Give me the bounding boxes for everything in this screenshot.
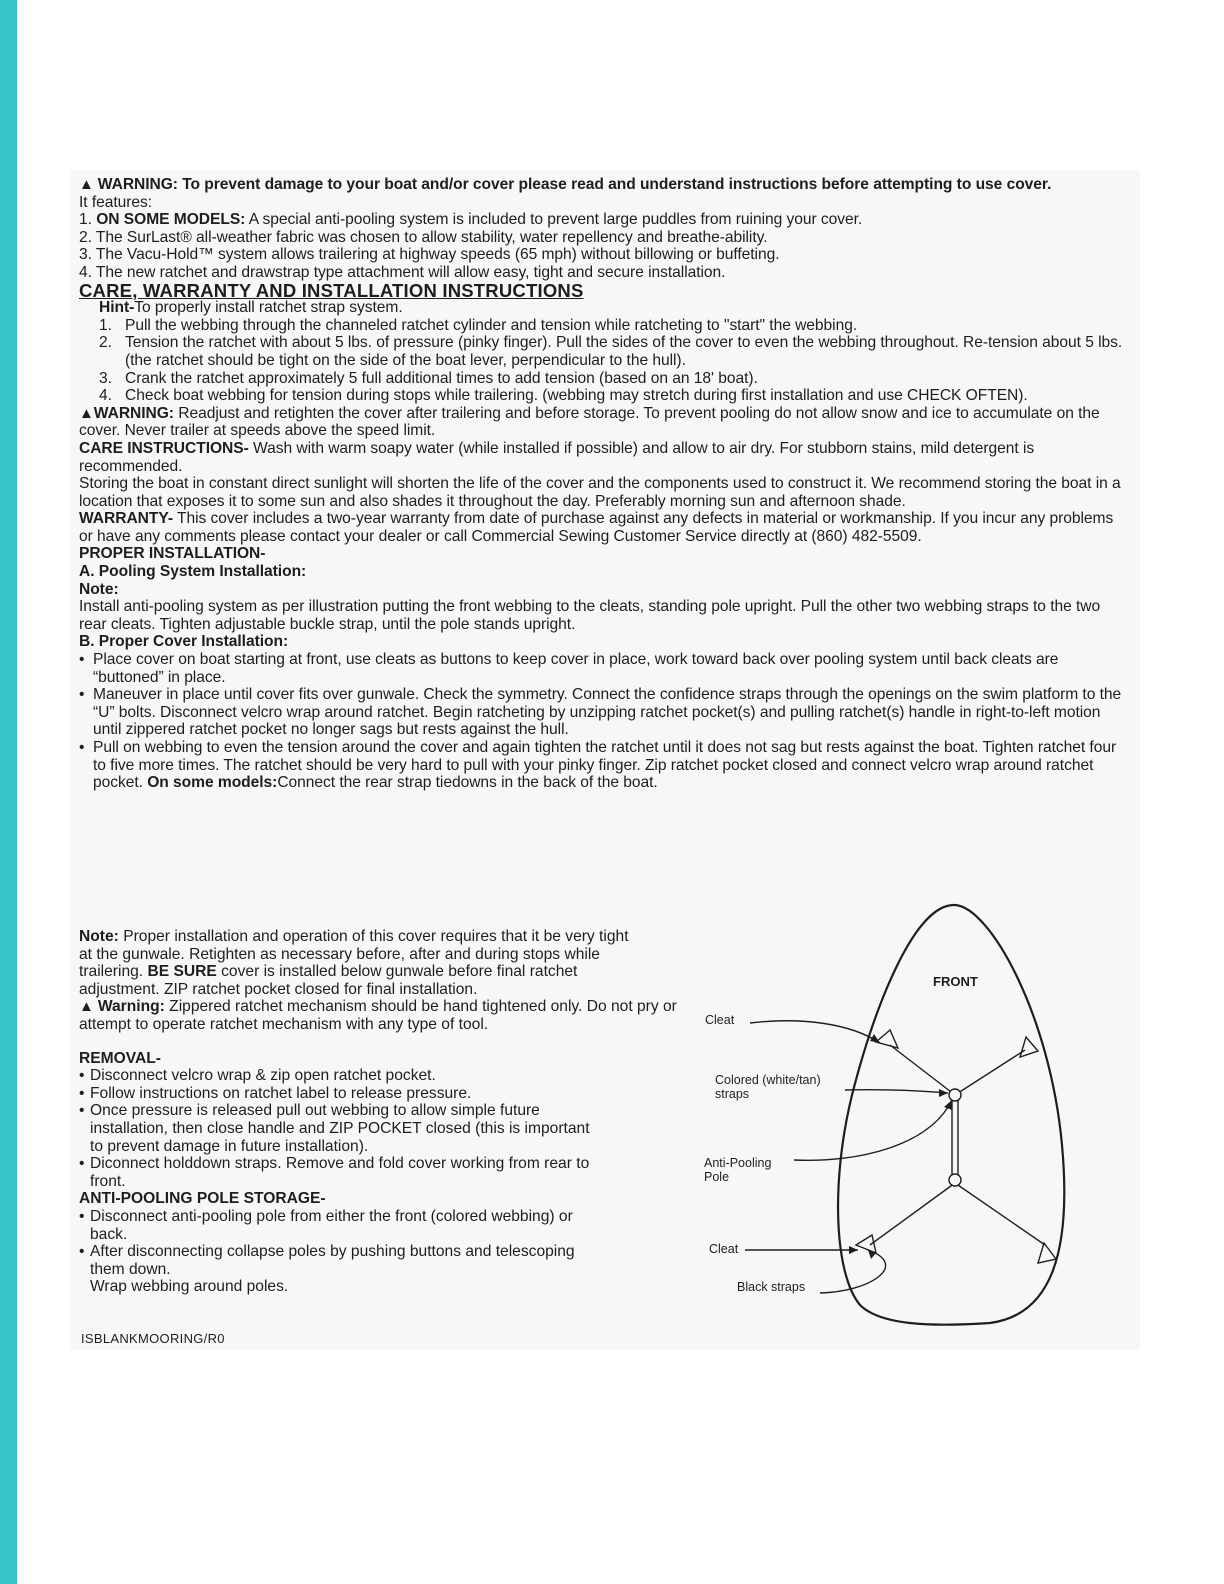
- ratchet-steps: [79, 317, 1129, 405]
- list-item: • Disconnect velcro wrap & zip open ratchet pocket.: [79, 1067, 436, 1085]
- pole-label: Anti-Pooling Pole: [704, 1156, 772, 1184]
- installation-heading: PROPER INSTALLATION-: [79, 545, 266, 563]
- gunwale-note: Note: Proper installation and operation of this cover requires that it be very tight at the gunwale. Retighten as necessary before, after and during stops while trailering. BE SURE cover is installed below gunwale before final ratchet adjustment. ZIP ratchet pocket closed for final installation.: [79, 928, 629, 998]
- rear-junction: [949, 1174, 961, 1186]
- features-list: [79, 211, 1129, 281]
- list-item: • Once pressure is released pull out webbing to allow simple future installation, then close handle and ZIP POCKET closed (this is important to prevent damage in future installation).: [79, 1102, 590, 1155]
- warranty-text: WARRANTY- This cover includes a two-year warranty from date of purchase against any defects in material or workmanship. If you incur any problems or have any comments please contact your dealer or call Commercial Sewing Customer Service directly at (860) 482-5509.: [79, 510, 1114, 545]
- storage-advice: Storing the boat in constant direct sunlight will shorten the life of the cover and the components used to construct it. We recommend storing the boat in a location that exposes it to some sun and also shades it throughout the day. Preferably morning sun and afternoon shade.: [79, 475, 1121, 510]
- section-title: CARE, WARRANTY AND INSTALLATION INSTRUCTIONS: [79, 279, 584, 301]
- feature-item: 4. The new ratchet and drawstrap type attachment will allow easy, tight and secure installation.: [79, 263, 726, 281]
- boat-diagram-svg: [690, 895, 1140, 1335]
- step-item: 2. Tension the ratchet with about 5 lbs. of pressure (pinky finger). Pull the sides of the cover to even the webbing throughout. Re-tension about 5 lbs. (the ratchet should be tight on the side of the boat lever, perpendicular to the hull).: [99, 334, 1123, 369]
- black-straps-label: Black straps: [737, 1280, 806, 1294]
- cleat-rear-left-icon: [856, 1235, 876, 1253]
- strap-front-left: [890, 1045, 955, 1095]
- strap-rear-right: [955, 1183, 1045, 1245]
- list-item: • Pull on webbing to even the tension around the cover and again tighten the ratchet until it does not sag but rests against the boat. Tighten ratchet four to five more times. The ratchet should be very hard to pull with your pinky finger. Zip ratchet pocket closed and connect velcro wrap around ratchet pocket. On some models:Connect the rear strap tiedowns in the back of the boat.: [79, 739, 1117, 792]
- list-item: • Place cover on boat starting at front, use cleats as buttons to keep cover in place, work toward back over pooling system until back cleats are “buttoned” in place.: [79, 651, 1059, 686]
- list-item: • Diconnect holddown straps. Remove and fold cover working from rear to front.: [79, 1155, 590, 1190]
- cleat-label-bottom: Cleat: [709, 1242, 739, 1256]
- warning-readjust: ▲WARNING: Readjust and retighten the cover after trailering and before storage. To prevent pooling do not allow snow and ice to accumulate on the cover. Never trailer at speeds above the speed limit.: [79, 404, 1100, 440]
- ratchet-warning: ▲ Warning: Zippered ratchet mechanism should be hand tightened only. Do not pry or attempt to operate ratchet mechanism with any type of tool.: [79, 998, 677, 1033]
- list-item: • After disconnecting collapse poles by pushing buttons and telescoping them down.: [79, 1243, 575, 1278]
- front-label: FRONT: [933, 974, 978, 989]
- storage-list: [79, 1208, 579, 1278]
- cleat-front-right-icon: [1020, 1037, 1038, 1057]
- care-instructions: CARE INSTRUCTIONS- Wash with warm soapy water (while installed if possible) and allow to air dry. For stubborn stains, mild detergent is recommended.: [79, 439, 1035, 475]
- colored-straps-label: Colored (white/tan) straps: [715, 1073, 821, 1101]
- removal-list: [79, 1067, 599, 1190]
- warning-triangle-icon: ▲: [79, 404, 94, 422]
- storage-last-line: Wrap webbing around poles.: [90, 1278, 289, 1296]
- cleat-label-top: Cleat: [705, 1013, 735, 1027]
- arrow-black-straps: [820, 1250, 886, 1293]
- storage-heading: ANTI-POOLING POLE STORAGE-: [79, 1190, 326, 1208]
- step-item: 4. Check boat webbing for tension during stops while trailering. (webbing may stretch during first installation and use CHECK OFTEN).: [99, 387, 1028, 405]
- warning-triangle-icon: ▲: [79, 176, 94, 193]
- boat-hull-outline: [838, 905, 1064, 1325]
- list-item: • Disconnect anti-pooling pole from either the front (colored webbing) or back.: [79, 1207, 573, 1243]
- hint-line: Hint-To properly install ratchet strap system.: [99, 299, 403, 317]
- lower-left-column: [79, 928, 699, 1296]
- list-item: • Maneuver in place until cover fits over gunwale. Check the symmetry. Connect the confidence straps through the openings on the swim platform to the “U” bolts. Disconnect velcro wrap around ratchet. Begin ratcheting by unzipping ratchet pocket(s) and pulling ratchet(s) handle in right-to-left motion until zippered ratchet pocket no longer sags but rests against the hull.: [79, 686, 1122, 739]
- arrow-cleat-top: [750, 1021, 880, 1043]
- cleat-rear-right-icon: [1038, 1243, 1056, 1263]
- feature-item: 2. The SurLast® all-weather fabric was chosen to allow stability, water repellency and breathe-ability.: [79, 228, 768, 246]
- cleat-front-left-icon: [876, 1030, 898, 1048]
- strap-rear-left: [870, 1183, 955, 1245]
- features-intro: It features:: [79, 193, 153, 211]
- pooling-text: Install anti-pooling system as per illustration putting the front webbing to the cleats, standing pole upright. Pull the other two webbing straps to the two rear cleats. Tighten adjustable buckle strap, until the pole stands upright.: [79, 598, 1101, 633]
- list-item: • Follow instructions on ratchet label to release pressure.: [79, 1084, 472, 1102]
- pooling-heading: A. Pooling System Installation:: [79, 563, 307, 581]
- warning-triangle-icon: ▲: [79, 998, 94, 1016]
- pooling-note-label: Note:: [79, 580, 119, 598]
- cover-heading: B. Proper Cover Installation:: [79, 633, 289, 651]
- hint-block: [99, 299, 1129, 317]
- document-code: ISBLANKMOORING/R0: [81, 1331, 225, 1346]
- cover-installation-list: [79, 651, 1129, 792]
- pooling-system-diagram: [690, 895, 1140, 1335]
- accent-side-bar: [0, 0, 17, 1584]
- step-item: 3. Crank the ratchet approximately 5 full additional times to add tension (based on an 18' boat).: [99, 369, 758, 387]
- instructions-document: [79, 176, 1129, 792]
- strap-front-right: [955, 1050, 1025, 1095]
- warning-header: ▲ WARNING: To prevent damage to your boat and/or cover please read and understand instructions before attempting to use cover.: [79, 176, 1052, 193]
- feature-item: 3. The Vacu-Hold™ system allows trailering at highway speeds (65 mph) without billowing or buffeting.: [79, 246, 780, 264]
- arrow-colored-straps: [845, 1090, 948, 1093]
- arrow-pole: [794, 1100, 952, 1160]
- feature-item: 1. ON SOME MODELS: A special anti-pooling system is included to prevent large puddles from ruining your cover.: [79, 211, 863, 229]
- front-junction: [949, 1089, 961, 1101]
- removal-heading: REMOVAL-: [79, 1049, 162, 1067]
- step-item: 1. Pull the webbing through the channeled ratchet cylinder and tension while ratcheting to "start" the webbing.: [99, 316, 858, 334]
